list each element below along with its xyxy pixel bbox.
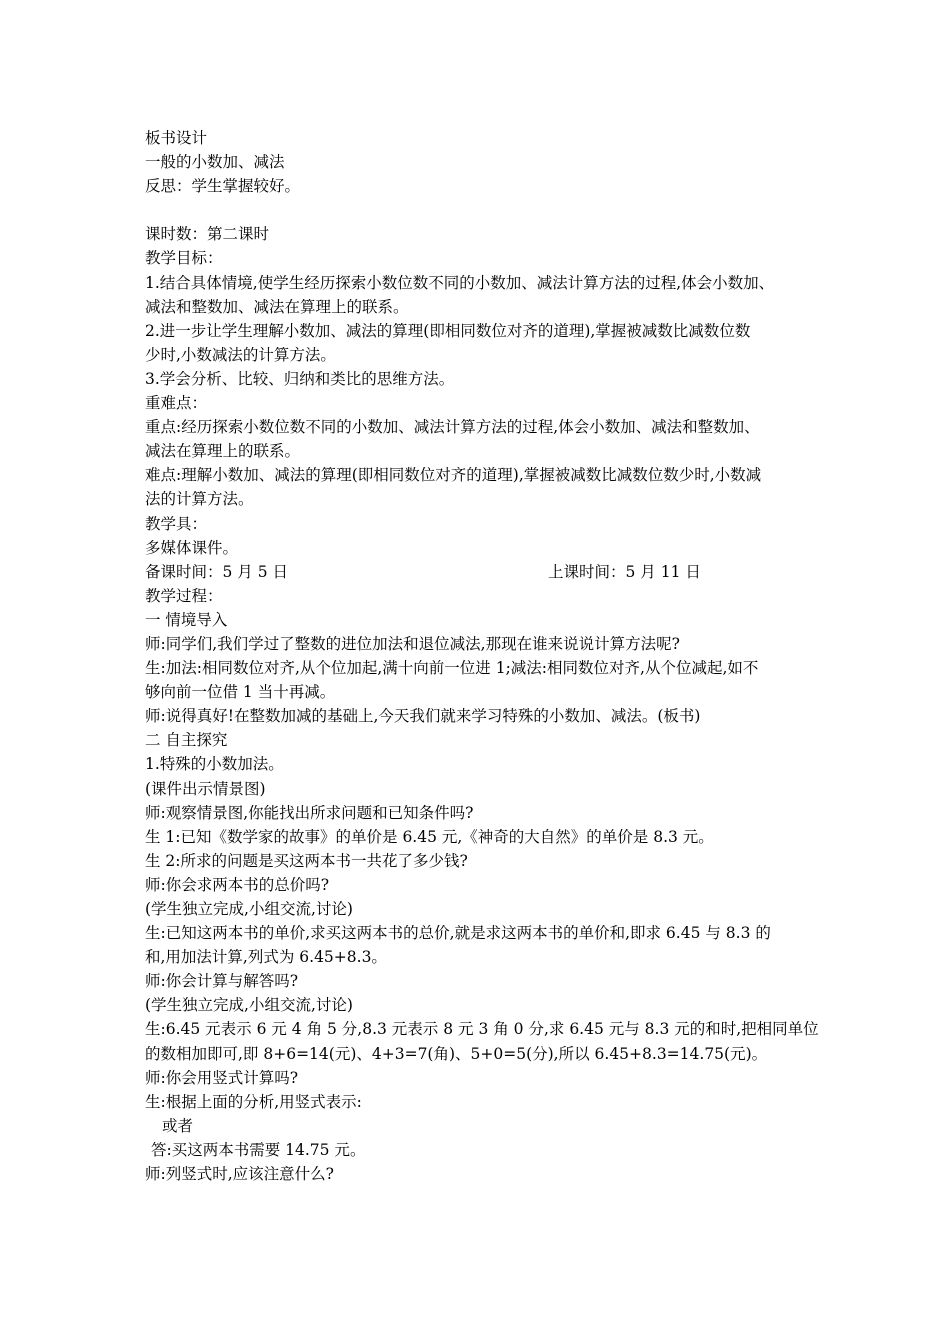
text-line: 的数相加即可,即 8+6=14(元)、4+3=7(角)、5+0=5(分),所以 6.45+8.3=14.75(元)。 bbox=[145, 1044, 768, 1063]
class-time: 上课时间：5 月 11 日 bbox=[548, 562, 701, 581]
prep-time: 备课时间：5 月 5 日 bbox=[145, 562, 289, 581]
text-line: 生:已知这两本书的单价,求买这两本书的总价,就是求这两本书的单价和,即求 6.45 与 8.3 的 bbox=[145, 924, 771, 943]
text-line: 生:6.45 元表示 6 元 4 角 5 分,8.3 元表示 8 元 3 角 0 分,求 6.45 元与 8.3 元的和时,把相同单位 bbox=[145, 1020, 819, 1039]
text-line-or: 或者 bbox=[162, 1116, 194, 1135]
text-line: 法的计算方法。 bbox=[145, 490, 254, 509]
text-line: 减法和整数加、减法在算理上的联系。 bbox=[145, 297, 409, 316]
text-line: 课时数：第二课时 bbox=[145, 225, 270, 244]
blank-line bbox=[145, 198, 825, 222]
text-line: 生:加法:相同数位对齐,从个位加起,满十向前一位进 1;减法:相同数位对齐,从个位减起,如不 bbox=[145, 659, 759, 678]
text-line: 生:根据上面的分析,用竖式表示: bbox=[145, 1092, 362, 1111]
section-heading: 教学具： bbox=[145, 514, 208, 533]
text-line: (学生独立完成,小组交流,讨论) bbox=[145, 900, 353, 918]
section-heading: 重难点： bbox=[145, 394, 208, 413]
text-line: 1.特殊的小数加法。 bbox=[145, 755, 284, 774]
text-line: (课件出示情景图) bbox=[145, 779, 266, 798]
text-line: (学生独立完成,小组交流,讨论) bbox=[145, 996, 353, 1015]
document-body bbox=[145, 126, 825, 1186]
text-line: 少时,小数减法的计算方法。 bbox=[145, 345, 336, 364]
text-line: 师:说得真好!在整数加减的基础上,今天我们就来学习特殊的小数加、减法。(板书) bbox=[145, 707, 701, 726]
text-line: 2.进一步让学生理解小数加、减法的算理(即相同数位对齐的道理),掌握被减数比减数位数 bbox=[145, 321, 751, 340]
text-line: 生 1:已知《数学家的故事》的单价是 6.45 元,《神奇的大自然》的单价是 8.3 元。 bbox=[145, 827, 714, 846]
text-line: 师:你会求两本书的总价吗? bbox=[145, 875, 330, 894]
text-line: 一般的小数加、减法 bbox=[145, 153, 285, 172]
text-line: 师:观察情景图,你能找出所求问题和已知条件吗? bbox=[145, 803, 474, 822]
text-line: 难点:理解小数加、减法的算理(即相同数位对齐的道理),掌握被减数比减数位数少时,小数减 bbox=[145, 466, 762, 485]
section-heading: 教学过程： bbox=[145, 586, 223, 605]
text-line: 反思：学生掌握较好。 bbox=[145, 177, 301, 196]
schedule-row bbox=[145, 560, 825, 584]
text-line: 和,用加法计算,列式为 6.45+8.3。 bbox=[145, 948, 387, 967]
text-line: 多媒体课件。 bbox=[145, 538, 239, 557]
section-heading: 教学目标： bbox=[145, 249, 223, 268]
section-heading: 板书设计 bbox=[145, 129, 208, 147]
text-line: 师:你会用竖式计算吗? bbox=[145, 1068, 299, 1087]
text-line: 重点:经历探索小数位数不同的小数加、减法计算方法的过程,体会小数加、减法和整数加、 bbox=[145, 418, 760, 437]
text-line: 二 自主探究 bbox=[145, 731, 228, 750]
text-line: 1.结合具体情境,使学生经历探索小数位数不同的小数加、减法计算方法的过程,体会小数加、 bbox=[145, 273, 775, 292]
text-line: 减法在算理上的联系。 bbox=[145, 442, 301, 461]
text-line-answer: 答:买这两本书需要 14.75 元。 bbox=[151, 1140, 366, 1159]
text-line: 生 2:所求的问题是买这两本书一共花了多少钱? bbox=[145, 851, 468, 870]
text-line: 师:同学们,我们学过了整数的进位加法和退位减法,那现在谁来说说计算方法呢? bbox=[145, 634, 680, 653]
text-line: 师:列竖式时,应该注意什么? bbox=[145, 1165, 334, 1184]
text-line: 一 情境导入 bbox=[145, 610, 228, 629]
text-line: 3.学会分析、比较、归纳和类比的思维方法。 bbox=[145, 369, 455, 388]
text-line: 够向前一位借 1 当十再减。 bbox=[145, 683, 336, 702]
text-line: 师:你会计算与解答吗? bbox=[145, 972, 299, 991]
